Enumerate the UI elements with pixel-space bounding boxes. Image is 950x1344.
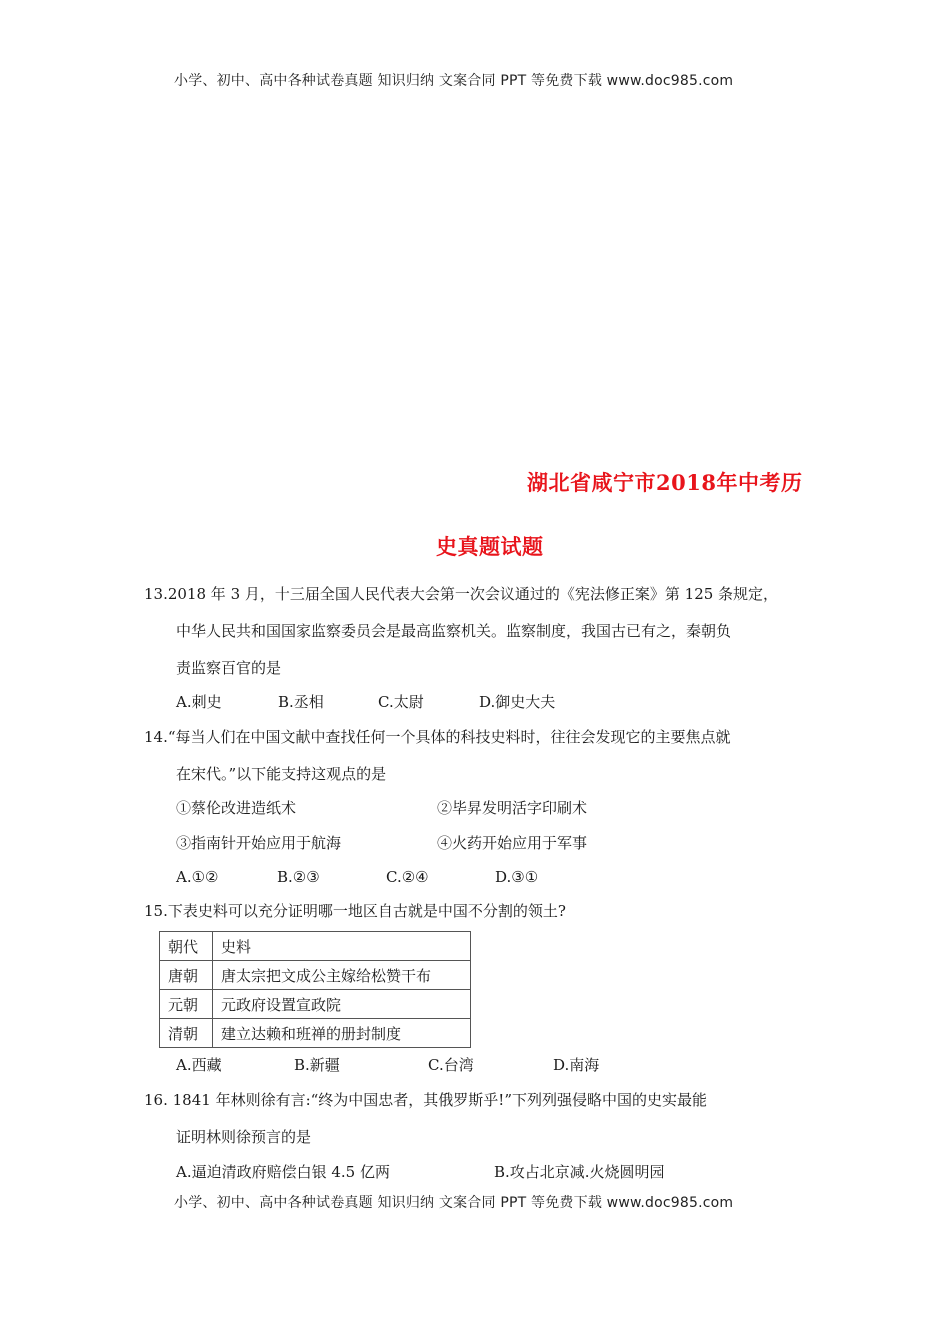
table-cell-material: 元政府设置宣政院: [213, 990, 471, 1019]
table-cell-material: 建立达赖和班禅的册封制度: [213, 1019, 471, 1048]
question-text-line: 16. 1841 年林则徐有言:“终为中国忠者，其俄罗斯乎!”下列列强侵略中国的史实最能: [144, 1091, 707, 1109]
table-row: [160, 990, 471, 1019]
option-a: A.刺史: [176, 693, 222, 711]
document-title-line2: 史真题试题: [436, 534, 544, 559]
option-b: B.新疆: [294, 1056, 340, 1074]
document-title-line1: 湖北省咸宁市2018年中考历: [527, 470, 803, 495]
footer-banner: 小学、初中、高中各种试卷真题 知识归纳 文案合同 PPT 等免费下载 www.doc985.com: [174, 1195, 734, 1211]
table-row: [160, 961, 471, 990]
option-d: D.③①: [495, 868, 539, 886]
statement-3: ③指南针开始应用于航海: [176, 834, 342, 852]
table-cell-dynasty: 唐朝: [160, 961, 213, 990]
table-header-material: 史料: [213, 932, 471, 961]
option-c: C.②④: [386, 868, 429, 886]
option-d: D.南海: [553, 1056, 600, 1074]
question-text-line: 证明林则徐预言的是: [176, 1128, 312, 1146]
question-text-line: 13.2018 年 3 月，十三届全国人民代表大会第一次会议通过的《宪法修正案》第 125 条规定，: [144, 585, 779, 603]
option-b: B.丞相: [278, 693, 324, 711]
history-table: [159, 931, 471, 1048]
table-header-row: [160, 932, 471, 961]
statement-4: ④火药开始应用于军事: [437, 834, 588, 852]
question-text-line: 责监察百官的是: [176, 659, 282, 677]
option-b: B.②③: [277, 868, 320, 886]
question-text-line: 14.“每当人们在中国文献中查找任何一个具体的科技史料时，往往会发现它的主要焦点就: [144, 728, 731, 746]
question-text-line: 15.下表史料可以充分证明哪一地区自古就是中国不分割的领土?: [144, 902, 566, 920]
question-text-line: 在宋代。”以下能支持这观点的是: [176, 765, 387, 783]
table-row: [160, 1019, 471, 1048]
option-a: A.①②: [176, 868, 219, 886]
question-text-line: 中华人民共和国国家监察委员会是最高监察机关。监察制度，我国古已有之，秦朝负: [176, 622, 732, 640]
header-banner: 小学、初中、高中各种试卷真题 知识归纳 文案合同 PPT 等免费下载 www.doc985.com: [174, 73, 734, 89]
option-c: C.台湾: [428, 1056, 474, 1074]
table-cell-material: 唐太宗把文成公主嫁给松赞干布: [213, 961, 471, 990]
option-c: C.太尉: [378, 693, 424, 711]
table-cell-dynasty: 清朝: [160, 1019, 213, 1048]
statement-2: ②毕昇发明活字印刷术: [437, 799, 588, 817]
table-header-dynasty: 朝代: [160, 932, 213, 961]
table-cell-dynasty: 元朝: [160, 990, 213, 1019]
option-a: A.逼迫清政府赔偿白银 4.5 亿两: [176, 1163, 390, 1181]
statement-1: ①蔡伦改进造纸术: [176, 799, 297, 817]
option-d: D.御史大夫: [479, 693, 556, 711]
option-a: A.西藏: [176, 1056, 222, 1074]
option-b: B.攻占北京减.火烧圆明园: [494, 1163, 665, 1181]
